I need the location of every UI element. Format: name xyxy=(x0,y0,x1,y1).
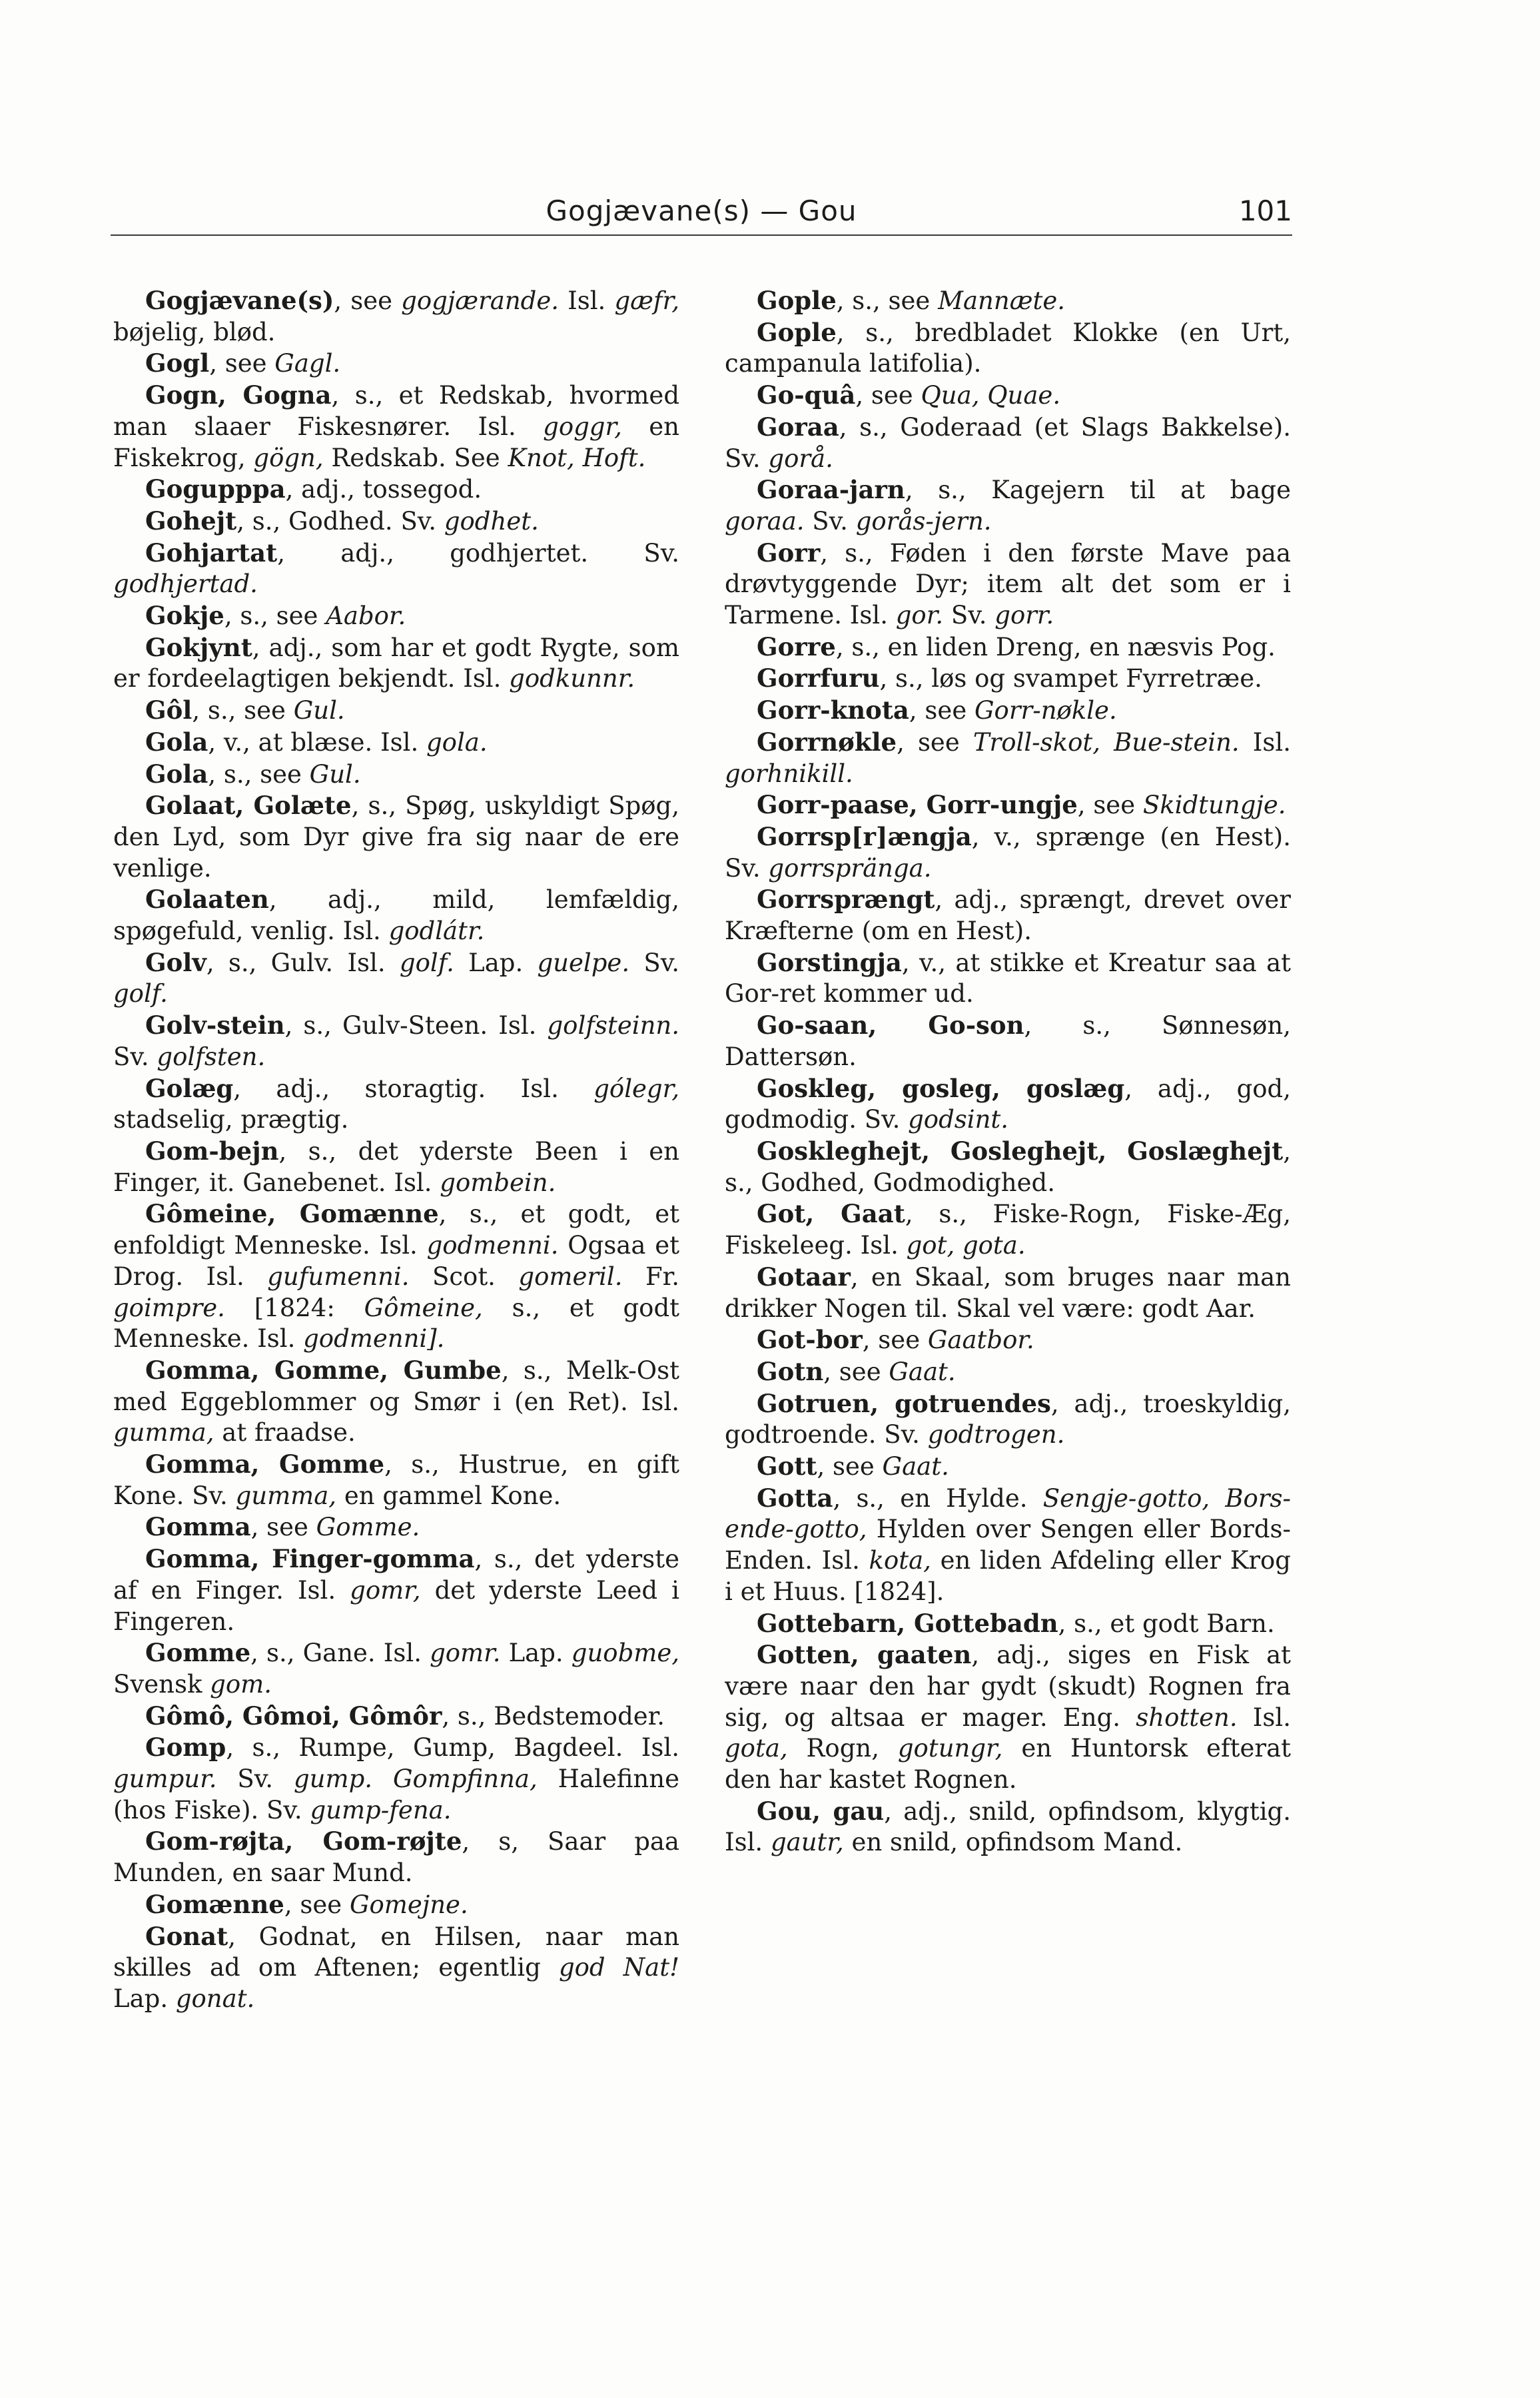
entry-text: , s., Bedstemoder. xyxy=(442,1701,665,1731)
entry-headword: Go-saan, Go-son xyxy=(757,1010,1024,1040)
dictionary-entry xyxy=(725,821,1291,884)
entry-headword: Gomp xyxy=(145,1733,226,1763)
entry-text: , adj., troeskyldig, godtroende. Sv. xyxy=(725,1389,1291,1449)
entry-italic-text: gautr, xyxy=(770,1828,844,1857)
entry-headword: Gorrsprængt xyxy=(757,885,935,915)
entry-italic-text: goraa. xyxy=(725,506,805,536)
entry-headword: Gorre xyxy=(757,631,836,661)
entry-text: , see xyxy=(897,727,973,757)
entry-italic-text: Gompfinna, xyxy=(392,1765,538,1794)
entry-headword: Gotn xyxy=(757,1356,824,1386)
entry-italic-text: gumma, xyxy=(113,1418,214,1447)
entry-text: [1824: xyxy=(224,1293,364,1322)
entry-italic-text: godlátr. xyxy=(388,917,485,946)
dictionary-entry xyxy=(725,884,1291,947)
entry-headword: Gohejt xyxy=(145,506,237,536)
entry-text: , s., løs og svampet Fyrretræe. xyxy=(879,664,1262,693)
entry-italic-text: Knot, Hoft. xyxy=(508,443,646,472)
entry-italic-text: gomr, xyxy=(350,1575,421,1605)
entry-headword: Goskleg, gosleg, goslæg xyxy=(757,1073,1125,1103)
entry-text: en Huntorsk efterat den har kastet Rognen. xyxy=(725,1734,1291,1795)
entry-italic-text: Gagl. xyxy=(274,349,341,378)
entry-headword: Gou, gau xyxy=(757,1796,885,1826)
entry-text: Lap. xyxy=(500,1639,572,1668)
entry-headword: Gomma, Gomme xyxy=(145,1449,385,1479)
entry-headword: Gotta xyxy=(757,1483,833,1513)
entry-text: , see xyxy=(209,349,275,378)
dictionary-entry xyxy=(113,1732,679,1826)
page-number: 101 xyxy=(1238,195,1292,227)
dictionary-entry xyxy=(725,1608,1291,1640)
entry-italic-text: gæfr, xyxy=(614,286,679,315)
dictionary-entry xyxy=(725,1639,1291,1796)
entry-italic-text: gorrspränga. xyxy=(768,853,932,883)
entry-italic-text: gump. xyxy=(294,1765,373,1794)
left-column xyxy=(113,285,679,2015)
dictionary-entry xyxy=(725,285,1291,317)
entry-headword: Golv xyxy=(145,947,206,977)
entry-headword: Gorstingja xyxy=(757,947,902,977)
dictionary-entry xyxy=(113,759,679,791)
entry-text: Fr. xyxy=(622,1262,680,1291)
entry-italic-text: godmenni. xyxy=(426,1231,559,1260)
entry-text: , adj., sprængt, drevet over Kræfterne (om en Hest). xyxy=(725,885,1291,946)
entry-headword: Gotaar xyxy=(757,1262,851,1292)
entry-text: Sv. xyxy=(113,1042,157,1071)
entry-text: , s., Hustrue, en gift Kone. Sv. xyxy=(113,1450,679,1510)
entry-headword: Gogupppa xyxy=(145,474,286,504)
entry-headword: Golv-stein xyxy=(145,1010,285,1040)
dictionary-entry xyxy=(113,1073,679,1136)
entry-italic-text: Gaat. xyxy=(882,1452,949,1481)
entry-text: Ogsaa et Drog. Isl. xyxy=(113,1231,679,1291)
dictionary-entry xyxy=(113,1511,679,1543)
dictionary-entry xyxy=(113,506,679,538)
entry-headword: Gorrnøkle xyxy=(757,727,897,757)
entry-text: , s., see xyxy=(208,759,310,789)
entry-text: , s., see xyxy=(224,601,326,631)
entry-text: , s., see xyxy=(836,286,939,315)
entry-text: Svensk xyxy=(113,1669,210,1699)
entry-text: Isl. xyxy=(1239,727,1291,757)
entry-text: , see xyxy=(909,696,974,725)
entry-headword: Gorr-knota xyxy=(757,695,909,725)
entry-text: , s., bredbladet Klokke (en Urt, campanula latifolia). xyxy=(725,318,1291,378)
entry-text: , s., Gulv-Steen. Isl. xyxy=(284,1011,548,1040)
entry-italic-text: gorå. xyxy=(768,444,833,473)
dictionary-entry xyxy=(725,1324,1291,1356)
entry-italic-text: golfsteinn. xyxy=(547,1011,679,1040)
dictionary-entry xyxy=(113,1701,679,1733)
entry-italic-text: Mannæte. xyxy=(938,286,1066,315)
dictionary-entry xyxy=(113,695,679,727)
entry-text: Isl. xyxy=(1237,1703,1291,1732)
entry-text: Scot. xyxy=(409,1262,519,1291)
entry-headword: Gomma xyxy=(145,1512,251,1542)
entry-text: Hylden over Sengen eller Bords-Enden. Isl. xyxy=(725,1515,1291,1575)
entry-text: , s., det yderste Been i en Finger, it. Ganebenet. Isl. xyxy=(113,1136,679,1197)
dictionary-entry xyxy=(113,790,679,884)
entry-text: , adj., mild, lemfældig, spøgefuld, venlig. Isl. xyxy=(113,885,679,946)
entry-italic-text: got, gota. xyxy=(906,1231,1026,1260)
entry-headword: Gotten, gaaten xyxy=(757,1640,972,1670)
entry-italic-text: Gomejne. xyxy=(349,1890,468,1919)
entry-headword: Gottebarn, Gottebadn xyxy=(757,1608,1058,1638)
entry-text: Lap. xyxy=(454,948,538,977)
entry-text: Isl. xyxy=(559,286,615,315)
entry-text: , see xyxy=(334,286,402,315)
entry-text: at fraadse. xyxy=(214,1418,356,1447)
entry-italic-text: gögn, xyxy=(253,443,324,472)
dictionary-entry xyxy=(725,538,1291,631)
entry-italic-text: goggr, xyxy=(543,412,622,441)
entry-text: Halefinne (hos Fiske). Sv. xyxy=(113,1765,679,1824)
entry-text: , s., et Redskab, hvormed man slaaer Fiskesnører. Isl. xyxy=(113,381,679,441)
entry-headword: Gomma, Gomme, Gumbe xyxy=(145,1355,502,1385)
entry-text: Rogn, xyxy=(787,1734,898,1763)
entry-italic-text: gom. xyxy=(210,1669,272,1699)
entry-italic-text: goimpre. xyxy=(113,1293,225,1322)
entry-text: , s., Gane. Isl. xyxy=(250,1639,430,1668)
entry-text: , en Skaal, som bruges naar man drikker Nogen til. Skal vel være: godt Aar. xyxy=(725,1262,1291,1323)
entry-text: bøjelig, blød. xyxy=(113,317,276,346)
dictionary-entry xyxy=(113,947,679,1010)
entry-headword: Golaaten xyxy=(145,885,269,915)
entry-text: , s., Spøg, uskyldigt Spøg, den Lyd, som Dyr give fra sig naar de ere venlige. xyxy=(113,791,679,883)
dictionary-entry xyxy=(725,1796,1291,1858)
entry-italic-text: gólegr, xyxy=(593,1074,679,1103)
entry-headword: Gôl xyxy=(145,695,192,725)
entry-text: , adj., som har et godt Rygte, som er fordeelagtigen bekjendt. Isl. xyxy=(113,633,679,693)
dictionary-entry xyxy=(725,1262,1291,1324)
entry-text: en gammel Kone. xyxy=(336,1481,562,1510)
entry-headword: Golaat, Golæte xyxy=(145,791,352,821)
right-column xyxy=(725,285,1291,1858)
entry-text: Sv. xyxy=(804,506,856,536)
dictionary-entry xyxy=(113,1355,679,1449)
entry-headword: Gola xyxy=(145,727,208,757)
entry-headword: Gorr xyxy=(757,538,821,568)
entry-italic-text: gota, xyxy=(725,1734,788,1763)
dictionary-entry xyxy=(725,1073,1291,1136)
entry-text: , v., at stikke et Kreatur saa at Gor-ret kommer ud. xyxy=(725,948,1291,1008)
entry-headword: Gômô, Gômoi, Gômôr xyxy=(145,1701,442,1731)
dictionary-entry xyxy=(113,1921,679,2015)
dictionary-entry xyxy=(725,317,1291,380)
entry-text: , see xyxy=(284,1890,350,1919)
entry-headword: Gohjartat xyxy=(145,538,278,568)
entry-headword: Gola xyxy=(145,759,208,789)
entry-italic-text: gotungr, xyxy=(897,1734,1003,1763)
dictionary-entry xyxy=(725,631,1291,663)
running-title: Gogjævane(s) — Gou xyxy=(546,195,857,227)
entry-italic-text: gola. xyxy=(426,727,488,757)
entry-italic-text: godmenni]. xyxy=(303,1324,445,1354)
entry-italic-text: Gaat. xyxy=(889,1357,956,1386)
entry-headword: Got, Gaat xyxy=(757,1199,905,1229)
entry-italic-text: gump-fena. xyxy=(310,1795,452,1824)
entry-text: , s., Føden i den første Mave paa drøvtyggende Dyr; item alt det som er i Tarmene. Isl. xyxy=(725,538,1291,630)
entry-text: , see xyxy=(855,381,921,410)
entry-text: , s., et godt, et enfoldigt Menneske. Isl. xyxy=(113,1200,680,1260)
entry-italic-text: Gômeine, xyxy=(364,1293,483,1322)
entry-headword: Gogjævane(s) xyxy=(145,286,334,315)
dictionary-entry xyxy=(725,727,1291,789)
entry-italic-text: guelpe. xyxy=(537,948,630,977)
dictionary-entry xyxy=(725,1483,1291,1608)
entry-text: s., et godt Menneske. Isl. xyxy=(113,1293,679,1354)
dictionary-entry xyxy=(725,380,1291,412)
entry-headword: Gonat xyxy=(145,1921,228,1951)
page-header xyxy=(111,188,1292,234)
entry-italic-text: gomr. xyxy=(430,1639,501,1668)
entry-italic-text: gonat. xyxy=(175,1984,255,2013)
entry-text: , s., see xyxy=(192,696,294,725)
entry-italic-text: god Nat! xyxy=(558,1953,679,1982)
dictionary-entry xyxy=(113,348,679,380)
entry-italic-text: gombein. xyxy=(440,1168,556,1197)
entry-text: , Godnat, en Hilsen, naar man skilles ad om Aftenen; egentlig xyxy=(113,1922,679,1982)
entry-text: en snild, opfindsom Mand. xyxy=(843,1828,1183,1857)
entry-headword: Gomma, Finger-gomma xyxy=(145,1544,475,1574)
entry-text: det yderste Leed i Fingeren. xyxy=(113,1575,679,1636)
entry-italic-text: Gorr-nøkle. xyxy=(974,696,1117,725)
entry-text: , adj., god, godmodig. Sv. xyxy=(725,1074,1291,1134)
entry-italic-text: golfsten. xyxy=(157,1042,266,1071)
entry-italic-text: Gomme. xyxy=(316,1513,420,1542)
dictionary-entry xyxy=(113,538,679,600)
entry-headword: Gomme xyxy=(145,1638,251,1668)
dictionary-entry xyxy=(113,380,679,474)
entry-text: , s., Godhed. Sv. xyxy=(236,506,444,536)
dictionary-entry xyxy=(725,1356,1291,1388)
entry-text: Sv. xyxy=(629,948,679,977)
entry-italic-text: godhjertad. xyxy=(113,570,258,599)
dictionary-entry xyxy=(113,1198,679,1355)
entry-italic-text: godtrogen. xyxy=(927,1420,1065,1449)
entry-italic-text: gomeril. xyxy=(518,1262,623,1291)
entry-text: , s., Sønnesøn, Dattersøn. xyxy=(725,1011,1291,1071)
entry-italic-text: gor. xyxy=(895,601,944,630)
entry-headword: Gom-bejn xyxy=(145,1136,279,1166)
dictionary-entry xyxy=(113,1449,679,1511)
entry-text: , s., et godt Barn. xyxy=(1058,1609,1275,1638)
header-rule xyxy=(111,234,1292,236)
dictionary-entry xyxy=(725,663,1291,695)
entry-text: , s., Melk-Ost med Eggeblommer og Smør i (en Ret). Isl. xyxy=(113,1356,679,1416)
entry-italic-text: shotten. xyxy=(1136,1703,1238,1732)
entry-italic-text: gumma, xyxy=(235,1481,337,1510)
dictionary-entry xyxy=(113,884,679,947)
entry-text: , s., Kagejern til at bage xyxy=(905,476,1291,505)
entry-text: Sv. xyxy=(943,601,995,630)
dictionary-entry xyxy=(113,1637,679,1700)
entry-italic-text: Gul. xyxy=(293,696,345,725)
entry-italic-text: Sengje-gotto, Bors-ende-gotto, xyxy=(725,1483,1291,1544)
entry-headword: Gorrsp[r]ængja xyxy=(757,821,972,851)
entry-italic-text: godsint. xyxy=(908,1105,1009,1134)
entry-headword: Gokje xyxy=(145,601,224,631)
dictionary-entry xyxy=(725,1010,1291,1072)
entry-italic-text: Troll-skot, Bue-stein. xyxy=(972,727,1240,757)
entry-text: , adj., godhjertet. Sv. xyxy=(277,538,679,568)
dictionary-entry xyxy=(725,947,1291,1010)
dictionary-entry xyxy=(725,474,1291,537)
entry-text: , s., Fiske-Rogn, Fiske-Æg, Fiskeleeg. Isl. xyxy=(725,1200,1291,1260)
entry-text: , s., en liden Dreng, en næsvis Pog. xyxy=(835,632,1276,661)
dictionary-entry xyxy=(725,1198,1291,1261)
dictionary-entry xyxy=(725,1388,1291,1451)
entry-italic-text: Qua, Quae. xyxy=(921,381,1061,410)
entry-text: , see xyxy=(862,1326,928,1355)
entry-italic-text: gorr. xyxy=(994,601,1054,630)
entry-text: stadselig, prægtig. xyxy=(113,1105,349,1134)
entry-text: , adj., snild, opfindsom, klygtig. Isl. xyxy=(725,1797,1291,1857)
entry-text: , s., Godhed, Godmodighed. xyxy=(725,1136,1291,1197)
entry-text: Redskab. See xyxy=(323,443,508,472)
dictionary-entry xyxy=(113,474,679,506)
entry-text: , v., sprænge (en Hest). Sv. xyxy=(725,822,1291,883)
entry-text: , s, Saar paa Munden, en saar Mund. xyxy=(113,1827,679,1888)
dictionary-entry xyxy=(113,727,679,759)
entry-headword: Go-quâ xyxy=(757,380,856,410)
entry-text: Lap. xyxy=(113,1984,176,2013)
dictionary-entry xyxy=(113,1136,679,1198)
dictionary-entry xyxy=(113,1010,679,1072)
entry-text: , v., at blæse. Isl. xyxy=(208,727,426,757)
entry-headword: Gomænne xyxy=(145,1889,284,1919)
entry-headword: Gogn, Gogna xyxy=(145,380,332,410)
entry-headword: Gogl xyxy=(145,348,210,378)
entry-text: en Fiskekrog, xyxy=(113,412,679,472)
entry-italic-text: guobme, xyxy=(571,1639,679,1668)
entry-italic-text: gogjærande. xyxy=(401,286,559,315)
entry-italic-text: gorhnikill. xyxy=(725,759,853,788)
entry-headword: Goraa-jarn xyxy=(757,475,905,505)
entry-italic-text: godkunnr. xyxy=(509,664,635,693)
entry-italic-text: kota, xyxy=(869,1546,931,1575)
entry-italic-text: Skidtungje. xyxy=(1142,791,1286,820)
entry-headword: Goskleghejt, Gosleghejt, Goslæghejt xyxy=(757,1136,1284,1166)
dictionary-entry xyxy=(725,789,1291,821)
entry-italic-text: gumpur. xyxy=(113,1765,217,1794)
entry-text: , adj., storagtig. Isl. xyxy=(233,1074,594,1103)
entry-italic-text: gorås-jern. xyxy=(855,506,992,536)
entry-italic-text: Aabor. xyxy=(326,601,406,631)
entry-italic-text: Gul. xyxy=(309,759,361,789)
entry-headword: Gotruen, gotruendes xyxy=(757,1388,1051,1418)
entry-text: Sv. xyxy=(216,1765,294,1794)
entry-italic-text: golf. xyxy=(399,948,454,977)
entry-headword: Gople xyxy=(757,317,837,347)
dictionary-entry xyxy=(725,1451,1291,1483)
entry-italic-text: gufumenni. xyxy=(267,1262,410,1291)
entry-text xyxy=(372,1765,393,1793)
dictionary-entry xyxy=(113,1889,679,1921)
entry-headword: Gokjynt xyxy=(145,632,252,662)
entry-italic-text: golf. xyxy=(113,979,168,1008)
entry-text: , adj., siges en Fisk at være naar den har gydt (skudt) Rognen fra sig, og altsaa er mager. Eng. xyxy=(725,1641,1292,1732)
dictionary-entry xyxy=(113,632,679,695)
entry-text: , see xyxy=(823,1357,889,1386)
entry-headword: Gople xyxy=(757,286,837,315)
dictionary-entry xyxy=(113,1543,679,1637)
entry-text: en liden Afdeling eller Krog i et Huus. [1824]. xyxy=(725,1546,1291,1606)
entry-headword: Gorrfuru xyxy=(757,663,880,693)
entry-text: , adj., tossegod. xyxy=(285,475,482,504)
entry-text: , see xyxy=(1077,791,1143,820)
dictionary-entry xyxy=(113,600,679,632)
dictionary-entry xyxy=(113,285,679,348)
entry-headword: Gorr-paase, Gorr-ungje xyxy=(757,790,1078,820)
entry-italic-text: Gaatbor. xyxy=(927,1326,1034,1355)
entry-text: , s., Goderaad (et Slags Bakkelse). Sv. xyxy=(725,412,1291,473)
entry-headword: Gômeine, Gomænne xyxy=(145,1199,439,1229)
entry-text: , s., det yderste af en Finger. Isl. xyxy=(113,1545,679,1605)
entry-text: , s., Rumpe, Gump, Bagdeel. Isl. xyxy=(226,1733,679,1763)
entry-headword: Goraa xyxy=(757,412,839,442)
entry-headword: Gom-røjta, Gom-røjte xyxy=(145,1826,462,1856)
dictionary-entry xyxy=(725,695,1291,727)
entry-headword: Gott xyxy=(757,1451,817,1481)
dictionary-entry xyxy=(725,1136,1291,1198)
entry-text: , see xyxy=(817,1452,883,1481)
entry-headword: Golæg xyxy=(145,1073,234,1103)
entry-text: , see xyxy=(250,1513,316,1542)
dictionary-entry xyxy=(113,1826,679,1888)
entry-italic-text: godhet. xyxy=(444,506,539,536)
entry-headword: Got-bor xyxy=(757,1325,863,1355)
dictionary-entry xyxy=(725,412,1291,474)
entry-text: , s., en Hylde. xyxy=(833,1483,1043,1513)
entry-text: , s., Gulv. Isl. xyxy=(206,948,400,977)
